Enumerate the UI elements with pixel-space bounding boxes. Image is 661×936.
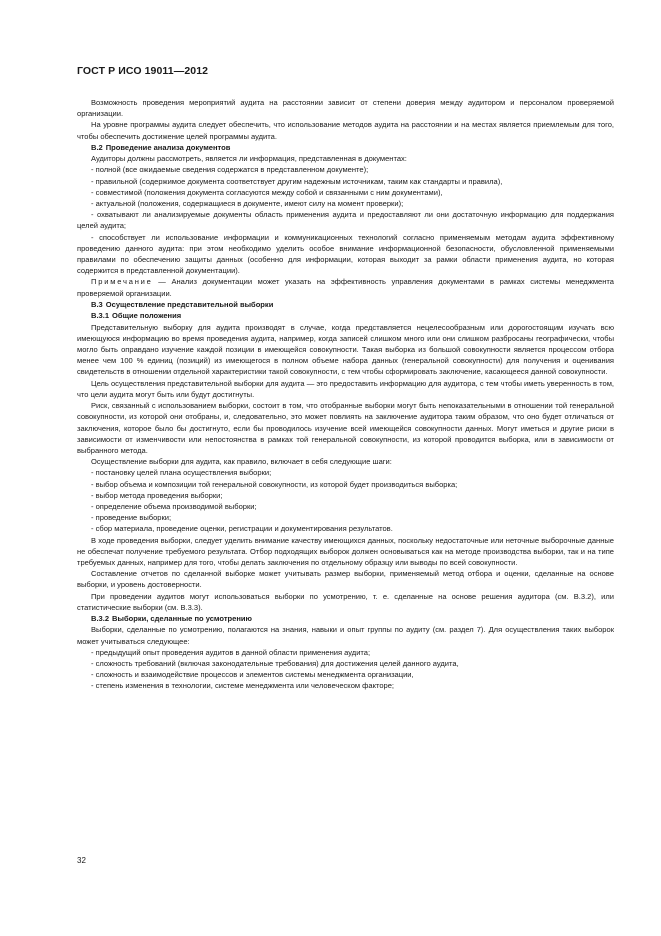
list-item: - степень изменения в технологии, системе менеджмента или человеческом факторе; bbox=[91, 681, 395, 691]
paragraph: Представительную выборку для аудита производят в случае, когда представляется нецелесообразным или дорогостоящим изучать всю имеющуюся информацию во время проведения аудита, например, когда записей слишком много или они слишком разбросаны географически, чтобы могло быть оправдано изучение каждой позиции в имеющейся совокупности. Такая выборка из большой совокупности является процессом отбора менее чем 100 % единиц (позиций) из имеющегося в полном объеме набора данных (генеральной совокупности) для получения и оценивания свидетельств в отношении отдельной характеристики такой совокупности, с тем чтобы сформировать заключение, касающееся данной совокупности. bbox=[77, 322, 614, 377]
section-heading bbox=[77, 310, 614, 321]
section-number: В.3 bbox=[91, 299, 103, 309]
list-item: - охватывают ли анализируемые документы область применения аудита и предоставляют ли они достаточную информацию для поддержания целей аудита; bbox=[77, 210, 614, 231]
section-title: Общие положения bbox=[112, 311, 182, 321]
list-item: - проведение выборки; bbox=[91, 513, 172, 523]
paragraph: В ходе проведения выборки, следует уделить внимание качеству имеющихся данных, поскольку недостаточные или неточные выборочные данные не обеспечат получение требуемого результата. Отбор подходящих выборок должен основываться как на методе производства выборки, так и на типе требуемых данных, например для того, чтобы делать заключения по отдельному образцу или выводы по всей совокупности. bbox=[77, 535, 614, 567]
list-item: - полной (все ожидаемые сведения содержатся в представленном документе); bbox=[91, 165, 369, 175]
paragraph: Риск, связанный с использованием выборки, состоит в том, что отобранные выборки могут быть непоказательными в отношении той генеральной совокупности, из которой они отобраны, и, следовательно, это может повлиять на заключение аудитора таким образом, что оно будет отличаться от заключения, которое было бы достигнуто, если бы проводилось изучение всей имеющейся совокупности данных. Могут иметься и другие риски в зависимости от изменчивости или непостоянства в рамках той генеральной совокупности, из которой проводится выборка, или в зависимости от выбранного метода. bbox=[77, 401, 614, 455]
section-heading bbox=[77, 142, 614, 153]
section-number: В.2 bbox=[91, 142, 103, 152]
section-heading bbox=[77, 299, 614, 310]
note-text: — Анализ документации может указать на эффективность управления документами в рамках системы менеджмента проверяемой организации. bbox=[77, 277, 614, 298]
list-item: - постановку целей плана осуществления выборки; bbox=[91, 468, 272, 478]
note-paragraph bbox=[77, 276, 614, 298]
list-item: - способствует ли использование информации и коммуникационных технологий согласно применяемым методам аудита эффективному проведению данного аудита: при этом необходимо уделить особое внимание информационной безопасности, обусловленной применяемыми правилами по обеспечению защиты данных (особенно для информации, которая выходит за рамки области применения аудита, но которая содержится в представленной документации). bbox=[77, 232, 614, 276]
list-item: - предыдущий опыт проведения аудитов в данной области применения аудита; bbox=[91, 647, 371, 657]
section-title: Выборки, сделанные по усмотрению bbox=[112, 613, 252, 623]
page-number: 32 bbox=[77, 856, 86, 865]
paragraph: Возможность проведения мероприятий аудита на расстоянии зависит от степени доверия между аудитором и персоналом проверяемой организации. bbox=[77, 98, 614, 119]
section-title: Осуществление представительной выборки bbox=[105, 299, 274, 309]
paragraph: Выборки, сделанные по усмотрению, полагаются на знания, навыки и опыт группы по аудиту (см. раздел 7). Для осуществления таких выборок может учитываться следующее: bbox=[77, 625, 614, 646]
list-item: - актуальной (положения, содержащиеся в документе, имеют силу на момент проверки); bbox=[91, 199, 404, 209]
section-number: В.3.1 bbox=[91, 311, 110, 321]
list-item: - сбор материала, проведение оценки, регистрации и документирования результатов. bbox=[91, 524, 393, 534]
note-label: Примечание bbox=[91, 277, 153, 287]
list-item: - сложность и взаимодействие процессов и элементов системы менеджмента организации, bbox=[91, 670, 414, 680]
section-heading bbox=[77, 613, 614, 624]
list-item: - совместимой (положения документа согласуются между собой и связанными с ним документами), bbox=[91, 187, 443, 197]
list-item: - правильной (содержимое документа соответствует другим надежным источникам, таким как стандарты и правила), bbox=[91, 176, 503, 186]
paragraph: Составление отчетов по сделанной выборке может учитывать размер выборки, применяемый метод отбора и оценки, сделанные на основе выборки, и уровень достоверности. bbox=[77, 569, 614, 590]
list-item: - сложность требований (включая законодательные требования) для достижения целей данного аудита, bbox=[91, 658, 459, 668]
list-item: - определение объема производимой выборки; bbox=[91, 501, 257, 511]
section-number: В.3.2 bbox=[91, 613, 110, 623]
list-item: - выбор объема и композиции той генеральной совокупности, из которой будет производиться выборка; bbox=[91, 479, 458, 489]
page-header: ГОСТ Р ИСО 19011—2012 bbox=[77, 65, 209, 77]
list-item: - выбор метода проведения выборки; bbox=[91, 490, 223, 500]
section-title: Проведение анализа документов bbox=[105, 142, 231, 152]
paragraph: На уровне программы аудита следует обеспечить, что использование методов аудита на расстоянии и на местах является приемлемым для того, чтобы обеспечить достижение целей программы аудита. bbox=[77, 120, 614, 141]
document-body bbox=[77, 97, 614, 692]
paragraph: При проведении аудитов могут использоваться выборки по усмотрению, т. е. сделанные на основе решения аудитора (см. В.3.2), или статистические выборки (см. В.3.3). bbox=[77, 591, 614, 612]
paragraph: Аудиторы должны рассмотреть, является ли информация, представленная в документах: bbox=[91, 154, 407, 164]
paragraph: Цель осуществления представительной выборки для аудита — это предоставить информацию для аудитора, с тем чтобы иметь уверенность в том, что цели аудита могут быть или будут достигнуты. bbox=[77, 378, 614, 399]
paragraph: Осуществление выборки для аудита, как правило, включает в себя следующие шаги: bbox=[91, 457, 392, 467]
